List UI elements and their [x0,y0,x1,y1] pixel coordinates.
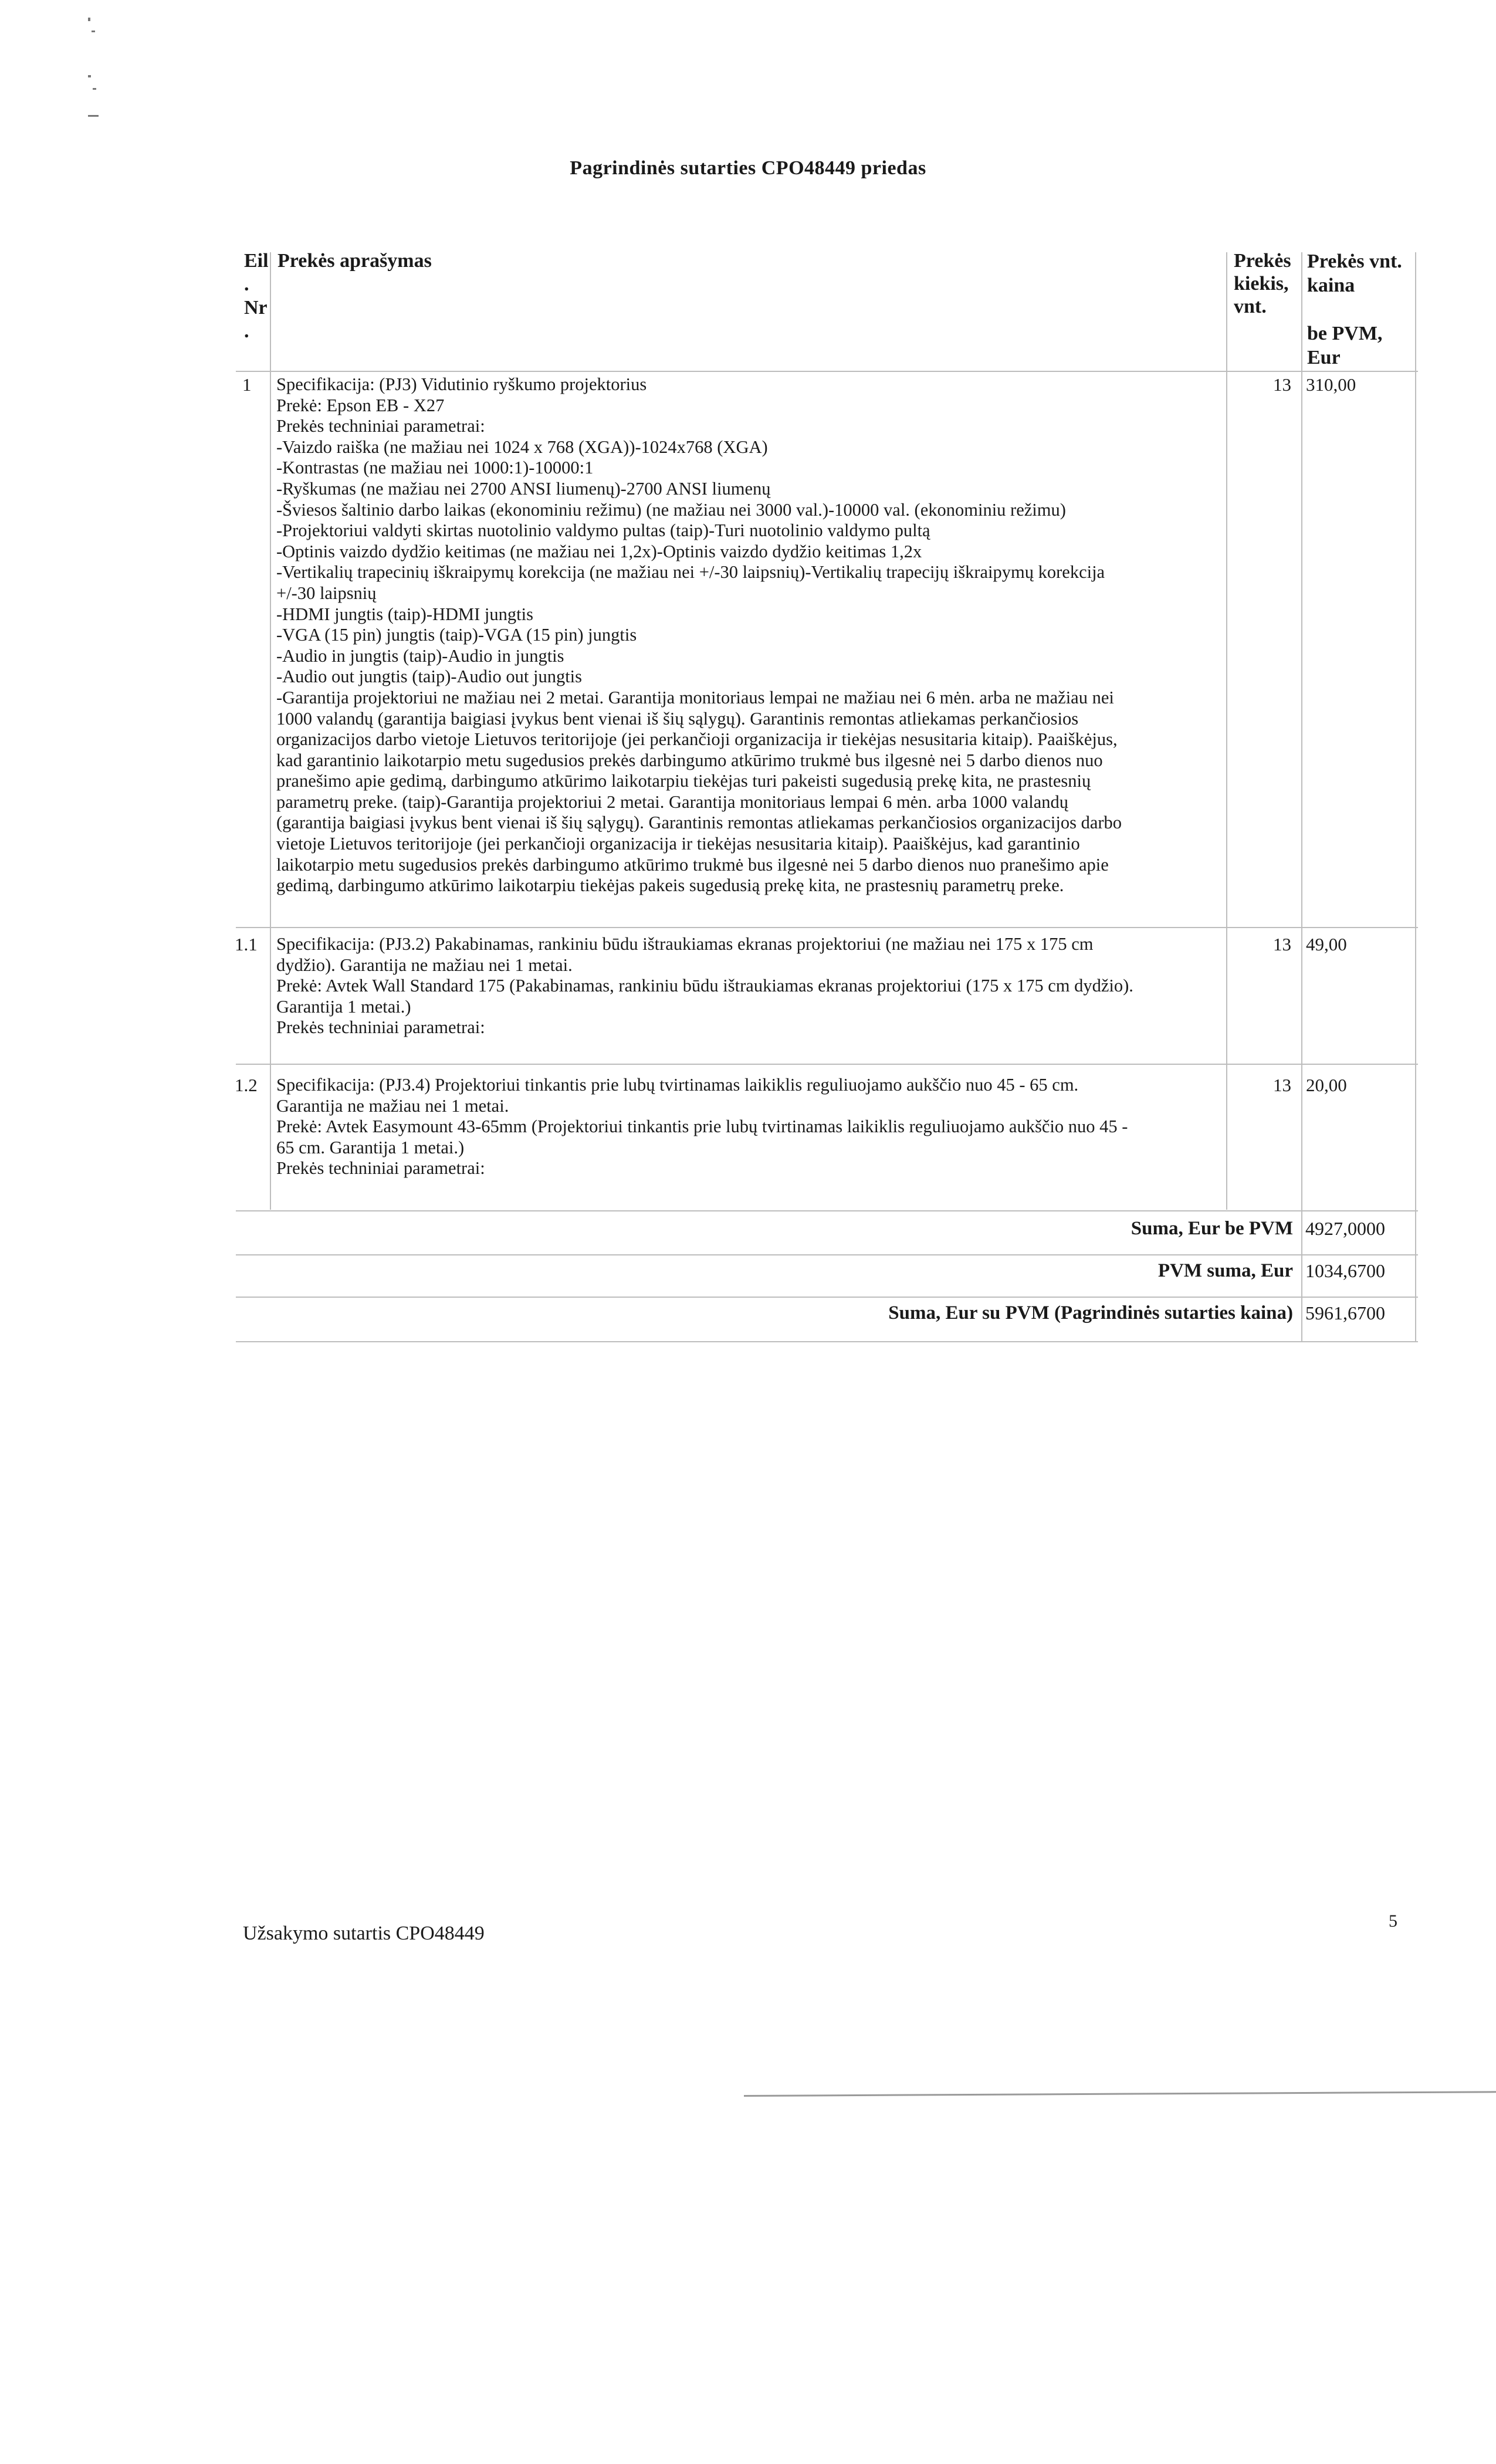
description-line: +/-30 laipsnių [276,583,377,603]
header-quantity [1234,249,1291,318]
header-nr [244,249,269,343]
description-line: Specifikacija: (PJ3.4) Projektoriui tinkantis prie lubų tvirtinamas laikiklis reguliuojamo aukščio nuo 45 - 65 cm. [276,1075,1079,1095]
header-quantity-line: Prekės [1234,250,1291,272]
description-line: dydžio). Garantija ne mažiau nei 1 metai. [276,955,573,975]
description-line: parametrų preke. (taip)-Garantija projektoriui 2 metai. Garantija monitoriaus lempai 6 mėn. arba 1000 valandų [276,791,1068,812]
row-description [276,374,1122,896]
sum-label: Suma, Eur be PVM [1131,1218,1293,1239]
description-line: -Kontrastas (ne mažiau nei 1000:1)-10000:1 [276,458,594,478]
vat-value: 1034,6700 [1305,1260,1385,1281]
description-line: kad garantinio laikotarpio metu sugedusios prekės darbingumo atkūrimo trukmė bus ilgesnė nei 5 darbo dienos nuo [276,750,1103,770]
header-price-line: kaina [1307,275,1355,296]
scan-speck [92,31,95,32]
header-price-line: Prekės vnt. [1307,251,1402,272]
page-number: 5 [1389,1911,1397,1931]
description-line: -Šviesos šaltinio darbo laikas (ekonominiu režimu) (ne mažiau nei 3000 val.)-10000 val. (ekonominiu režimu) [276,499,1066,520]
description-line: Garantija 1 metai.) [276,996,411,1017]
scan-speck [88,115,99,117]
description-line: -HDMI jungtis (taip)-HDMI jungtis [276,604,533,624]
total-label: Suma, Eur su PVM (Pagrindinės sutarties kaina) [888,1302,1293,1324]
description-line: vietoje Lietuvos teritorijoje (jei perkančioji organizacija ir tiekėjas nesusitaria kitaip). Paaiškėjus, kad garantinio [276,834,1080,854]
header-price-line: be PVM, [1307,323,1383,344]
table-rule [270,252,271,1210]
row-quantity: 13 [1273,1075,1291,1095]
table-rule [1226,252,1227,1210]
header-nr-line: . [244,320,249,342]
row-price: 49,00 [1306,934,1347,955]
footer-contract: Užsakymo sutartis CPO48449 [243,1923,485,1944]
row-nr: 1 [242,374,252,395]
row-price: 20,00 [1306,1075,1347,1095]
header-nr-line: Nr [244,297,268,319]
scan-speck [93,88,96,90]
row-price: 310,00 [1306,374,1356,395]
row-quantity: 13 [1273,374,1291,395]
description-line: -Vertikalių trapecinių iškraipymų korekcija (ne mažiau nei +/-30 laipsnių)-Vertikalių trapecijų iškraipymų korekcija [276,562,1105,583]
description-line: Prekės techniniai parametrai: [276,1017,485,1038]
description-line: Prekė: Epson EB - X27 [276,395,445,415]
table-rule [236,371,1418,372]
description-line: (garantija baigiasi įvykus bent vienai iš šių sąlygų). Garantinis remontas atliekamas perkančiosios organizacijos darbo [276,813,1122,833]
description-line: -Projektoriui valdyti skirtas nuotolinio valdymo pultas (taip)-Turi nuotolinio valdymo pultą [276,520,930,541]
table-rule [236,1254,1418,1255]
row-description [276,1075,1128,1179]
header-price [1307,249,1402,370]
scan-speck [88,18,90,21]
description-line: -Audio in jungtis (taip)-Audio in jungtis [276,645,564,666]
description-line: -Vaizdo raiška (ne mažiau nei 1024 x 768 (XGA))-1024x768 (XGA) [276,436,768,457]
row-quantity: 13 [1273,934,1291,955]
table-rule [236,1064,1418,1065]
header-price-line [1307,297,1402,321]
description-line: gedimą, darbingumo atkūrimo laikotarpiu tiekėjas pakeis sugedusią prekę kita, ne prastesnių parametrų preke. [276,875,1064,896]
description-line: Specifikacija: (PJ3) Vidutinio ryškumo projektorius [276,374,647,394]
table-rule [236,1297,1418,1298]
total-value: 5961,6700 [1305,1302,1385,1324]
description-line: 1000 valandų (garantija baigiasi įvykus bent vienai iš šių sąlygų). Garantinis remontas atliekamas perkančiosios [276,708,1079,729]
description-line: -VGA (15 pin) jungtis (taip)-VGA (15 pin) jungtis [276,625,637,645]
description-line: pranešimo apie gedimą, darbingumo atkūrimo laikotarpiu tiekėjas turi pakeisti sugedusią prekę kita, ne prastesnių [276,771,1091,791]
header-nr-line: . [244,273,249,295]
scan-speck [88,75,91,77]
sum-value: 4927,0000 [1305,1218,1385,1239]
row-nr: 1.1 [235,934,258,955]
description-line: Prekė: Avtek Wall Standard 175 (Pakabinamas, rankiniu būdu ištraukiamas ekranas projektoriui (175 x 175 cm dydžio). [276,976,1133,996]
table-rule [236,927,1418,928]
description-line: Garantija ne mažiau nei 1 metai. [276,1095,509,1116]
description-line: Specifikacija: (PJ3.2) Pakabinamas, rankiniu būdu ištraukiamas ekranas projektoriui (ne mažiau nei 175 x 175 cm [276,934,1094,954]
description-line: -Optinis vaizdo dydžio keitimas (ne mažiau nei 1,2x)-Optinis vaizdo dydžio keitimas 1,2x [276,541,922,561]
description-line: laikotarpio metu sugedusios prekės darbingumo atkūrimo trukmė bus ilgesnė nei 5 darbo dienos nuo pranešimo apie [276,854,1109,875]
description-line: 65 cm. Garantija 1 metai.) [276,1137,465,1157]
table-rule [1301,252,1302,1341]
header-quantity-line: vnt. [1234,296,1267,317]
description-line: Prekės techniniai parametrai: [276,1158,485,1179]
description-line: -Ryškumas (ne mažiau nei 2700 ANSI liumenų)-2700 ANSI liumenų [276,478,771,499]
scan-bottom-line [744,2091,1496,2097]
row-description [276,934,1133,1038]
document-title: Pagrindinės sutarties CPO48449 priedas [570,157,926,179]
vat-label: PVM suma, Eur [1157,1260,1293,1281]
description-line: Prekės techniniai parametrai: [276,416,485,436]
header-nr-line: Eil [244,250,269,272]
row-nr: 1.2 [235,1075,258,1095]
table-rule [236,1210,1418,1211]
table-rule [1415,252,1416,1341]
header-price-line: Eur [1307,347,1341,368]
description-line: Prekė: Avtek Easymount 43-65mm (Projektoriui tinkantis prie lubų tvirtinamas laikiklis reguliuojamo aukščio nuo 45 - [276,1116,1128,1137]
header-description: Prekės aprašymas [277,250,432,272]
description-line: organizacijos darbo vietoje Lietuvos teritorijoje (jei perkančioji organizacija ir tiekėjas nesusitaria kitaip). Paaiškėjus, [276,729,1118,750]
header-quantity-line: kiekis, [1234,273,1289,295]
description-line: -Audio out jungtis (taip)-Audio out jungtis [276,666,583,687]
table-rule [236,1341,1418,1342]
description-line: -Garantija projektoriui ne mažiau nei 2 metai. Garantija monitoriaus lempai ne mažiau nei 6 mėn. arba ne mažiau nei [276,687,1114,708]
